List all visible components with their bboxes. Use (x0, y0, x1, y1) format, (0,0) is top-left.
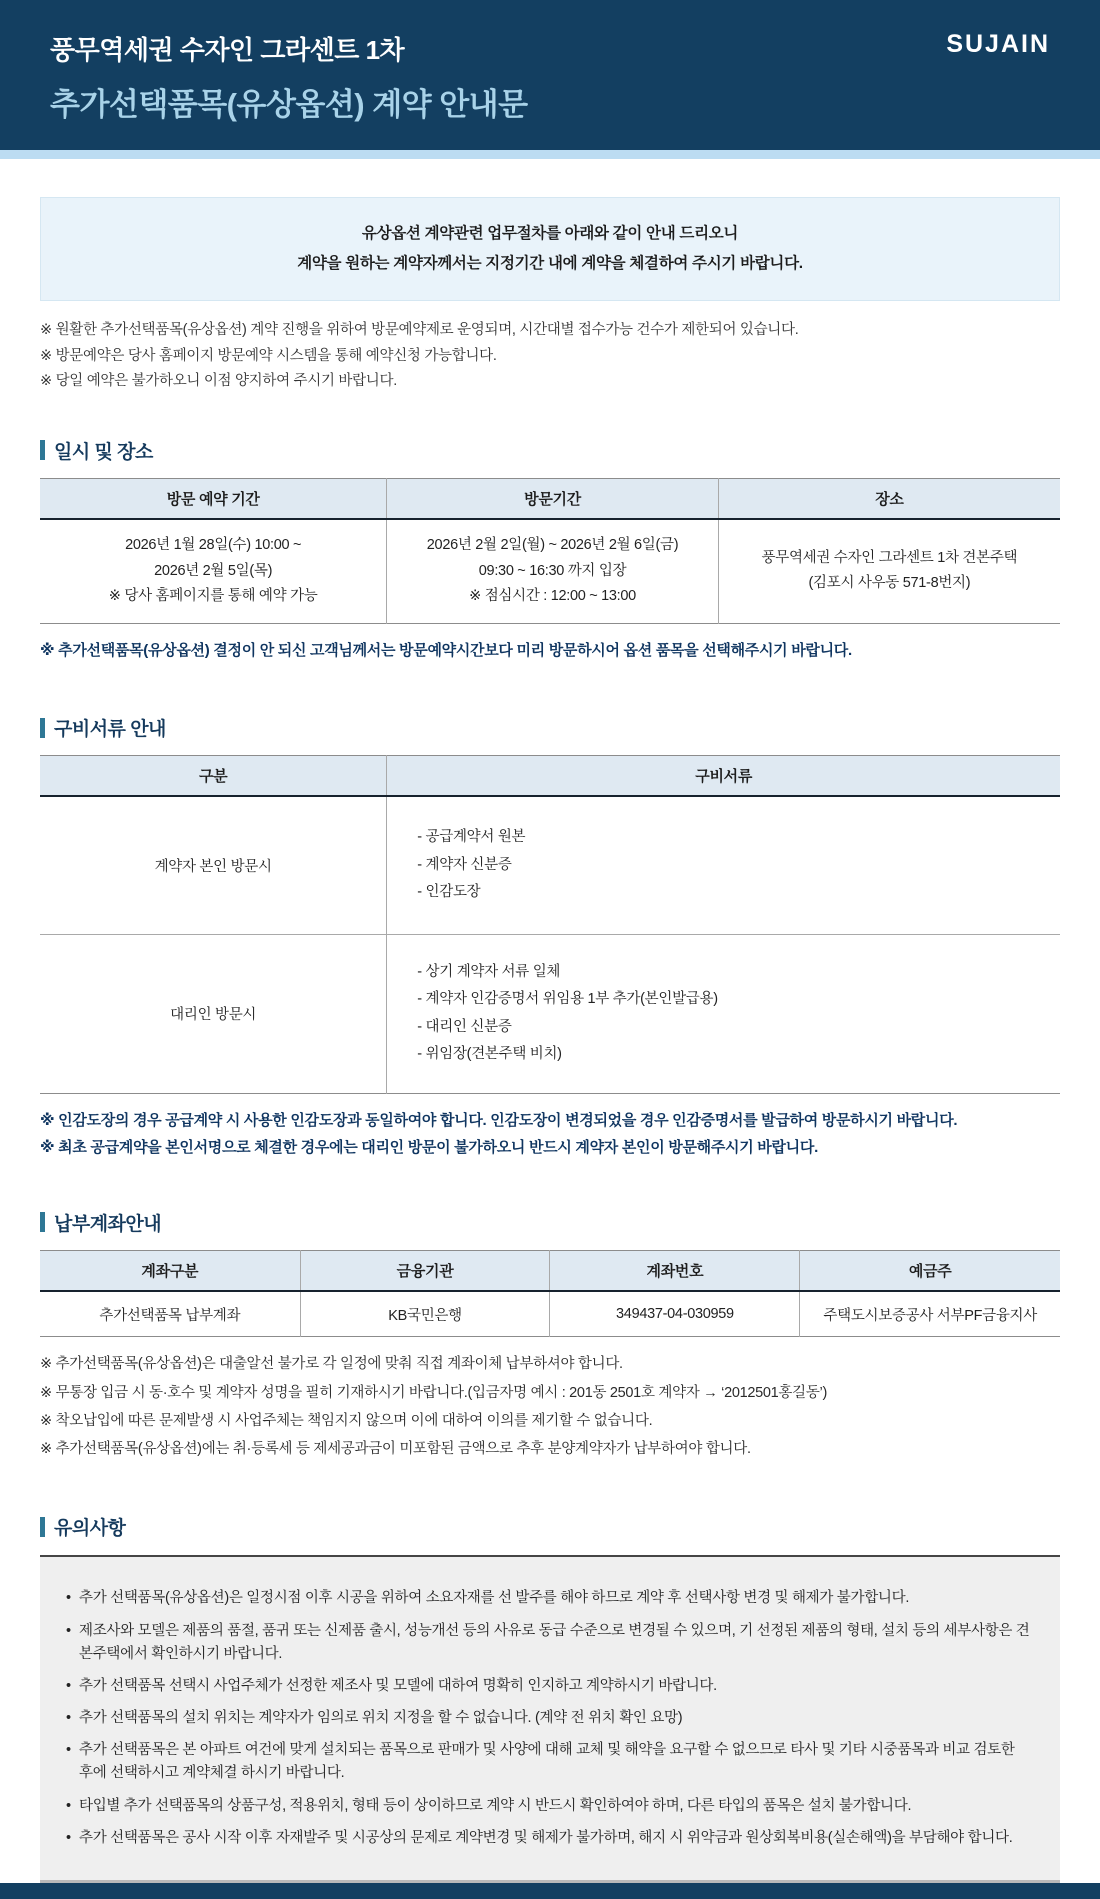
payment-note: ※ 추가선택품목(유상옵션)에는 취·등록세 등 제세공과금이 미포함된 금액으로 추후 분양계약자가 납부하여야 합니다. (40, 1441, 751, 1458)
section-title-text: 유의사항 (54, 1518, 126, 1540)
caution-item: • 추가 선택품목은 본 아파트 여건에 맞게 설치되는 품목으로 판매가 및 사양에 대해 교체 및 해약을 요구할 수 없으므로 타사 및 기타 시중품목과 비교 검토한 후에 선택하시고 계약체결 하시기 바랍니다. (66, 1739, 1032, 1785)
caution-item: • 추가 선택품목은 공사 시작 이후 자재발주 및 시공상의 문제로 계약변경 및 해제가 불가하며, 해지 시 위약금과 원상회복비용(실손해액)을 부담해야 합니다. (66, 1827, 1032, 1850)
payment-note: ※ 추가선택품목(유상옵션)은 대출알선 불가로 각 일정에 맞춰 직접 계좌이체 납부하셔야 합니다. (40, 1356, 623, 1373)
section-bar-icon (40, 1517, 45, 1537)
bank-cell: KB국민은행 (300, 1291, 550, 1337)
section-schedule (40, 437, 1060, 665)
table-row (40, 934, 1060, 1093)
section-cautions (40, 1513, 1060, 1883)
col-header: 계좌구분 (40, 1250, 300, 1291)
caution-item: • 추가 선택품목 선택시 사업주체가 선정한 제조사 및 모델에 대하여 명확히 인지하고 계약하시기 바랍니다. (66, 1675, 1032, 1698)
intro-note: ※ 당일 예약은 불가하오니 이점 양지하여 주시기 바랍니다. (40, 373, 397, 390)
required-docs-cell (387, 934, 1060, 1093)
section-title-cautions (40, 1513, 1060, 1540)
place-cell (718, 519, 1060, 624)
col-header: 장소 (718, 478, 1060, 519)
doc-item: - 상기 계약자 서류 일체 (417, 963, 561, 980)
documents-note: ※ 최초 공급계약을 본인서명으로 체결한 경우에는 대리인 방문이 불가하오니 반드시 계약자 본인이 방문해주시기 바랍니다. (40, 1138, 818, 1156)
section-title-text: 납부계좌안내 (54, 1213, 162, 1235)
doc-item: - 계약자 신분증 (417, 856, 512, 873)
cell-line: 2026년 2월 5일(목) (154, 562, 273, 579)
payment-notes (40, 1350, 1060, 1463)
visitor-type-cell: 대리인 방문시 (40, 934, 387, 1093)
col-header: 예금주 (800, 1250, 1060, 1291)
required-docs-cell (387, 796, 1060, 934)
documents-notes (40, 1107, 1060, 1161)
intro-note: ※ 원활한 추가선택품목(유상옵션) 계약 진행을 위하여 방문예약제로 운영되며, 시간대별 접수가능 건수가 제한되어 있습니다. (40, 322, 799, 339)
schedule-note: ※ 추가선택품목(유상옵션) 결정이 안 되신 고객님께서는 방문예약시간보다 미리 방문하시어 옵션 품목을 선택해주시기 바랍니다. (40, 642, 852, 660)
section-bar-icon (40, 718, 45, 738)
doc-item: - 대리인 신분증 (417, 1018, 512, 1035)
table-row (40, 519, 1060, 624)
section-bar-icon (40, 440, 45, 460)
header-accent-strip (0, 150, 1100, 159)
doc-item: - 계약자 인감증명서 위임용 1부 추가(본인발급용) (417, 991, 718, 1008)
account-type-cell: 추가선택품목 납부계좌 (99, 1307, 241, 1324)
col-header: 계좌번호 (550, 1250, 800, 1291)
cell-line: ※ 당사 홈페이지를 통해 예약 가능 (108, 588, 318, 604)
col-header: 구분 (40, 756, 387, 797)
footer-bar (0, 1883, 1100, 1899)
cautions-box (40, 1555, 1060, 1883)
cell-line: 2026년 2월 2일(월) ~ 2026년 2월 6일(금) (426, 537, 679, 554)
table-row (40, 1291, 1060, 1337)
visitor-type-cell: 계약자 본인 방문시 (154, 858, 272, 875)
cautions-list (66, 1587, 1032, 1850)
payment-table (40, 1250, 1060, 1338)
payment-note: ※ 착오납입에 따른 문제발생 시 사업주체는 책임지지 않으며 이에 대하여 이의를 제기할 수 없습니다. (40, 1412, 653, 1429)
cell-line: 09:30 ~ 16:30 까지 입장 (478, 562, 627, 579)
col-header: 금융기관 (300, 1250, 550, 1291)
account-holder-cell: 주택도시보증공사 서부PF금융지사 (800, 1291, 1060, 1337)
visit-period-cell (387, 519, 719, 624)
notice-line-2: 계약을 원하는 계약자께서는 지정기간 내에 계약을 체결하여 주시기 바랍니다. (297, 255, 803, 273)
col-header: 방문기간 (387, 478, 719, 519)
col-header: 구비서류 (387, 756, 1060, 797)
section-title-text: 구비서류 안내 (54, 719, 166, 741)
intro-notes (40, 318, 1060, 394)
cell-line: (김포시 사우동 571-8번지) (808, 575, 971, 592)
caution-item: • 제조사와 모델은 제품의 품절, 품귀 또는 신제품 출시, 성능개선 등의 사유로 동급 수준으로 변경될 수 있으며, 기 선정된 제품의 형태, 설치 등의 세부사항은 견본주택에서 확인하시기 바랍니다. (66, 1620, 1032, 1666)
section-payment (40, 1209, 1060, 1464)
table-row (40, 796, 1060, 934)
section-title-text: 일시 및 장소 (54, 441, 153, 463)
doc-item: - 인감도장 (417, 884, 481, 901)
documents-table (40, 755, 1060, 1094)
section-documents (40, 714, 1060, 1161)
section-title-schedule (40, 437, 1060, 464)
cell-line: ※ 점심시간 : 12:00 ~ 13:00 (469, 588, 636, 604)
caution-item: • 추가 선택품목의 설치 위치는 계약자가 임의로 위치 지정을 할 수 없습니다. (계약 전 위치 확인 요망) (66, 1707, 1032, 1730)
documents-note: ※ 인감도장의 경우 공급계약 시 사용한 인감도장과 동일하여야 합니다. 인감도장이 변경되었을 경우 인감증명서를 발급하여 방문하시기 바랍니다. (40, 1111, 958, 1129)
document-body (0, 159, 1100, 1883)
project-title: 풍무역세권 수자인 그라센트 1차 (50, 35, 405, 65)
notice-box (40, 197, 1060, 301)
reservation-period-cell (40, 519, 387, 624)
intro-note: ※ 방문예약은 당사 홈페이지 방문예약 시스템을 통해 예약신청 가능합니다. (40, 347, 497, 364)
doc-item: - 공급계약서 원본 (417, 828, 526, 845)
section-title-documents (40, 714, 1060, 741)
document-title: 추가선택품목(유상옵션) 계약 안내문 (50, 87, 528, 122)
schedule-table (40, 478, 1060, 625)
caution-item: • 추가 선택품목(유상옵션)은 일정시점 이후 시공을 위하여 소요자재를 선 발주를 해야 하므로 계약 후 선택사항 변경 및 해제가 불가합니다. (66, 1587, 1032, 1610)
sujain-logo: SUJAIN (946, 30, 1050, 58)
cell-line: 풍무역세권 수자인 그라센트 1차 견본주택 (761, 549, 1018, 566)
payment-note: ※ 무통장 입금 시 동·호수 및 계약자 성명을 필히 기재하시기 바랍니다.(입금자명 예시 : 201동 2501호 계약자 → ‘2012501홍길동’) (40, 1384, 828, 1401)
doc-item: - 위임장(견본주택 비치) (417, 1046, 562, 1063)
section-title-payment (40, 1209, 1060, 1236)
page-header (0, 0, 1100, 150)
notice-line-1: 유상옵션 계약관련 업무절차를 아래와 같이 안내 드리오니 (361, 225, 739, 242)
account-number-cell: 349437-04-030959 (550, 1291, 800, 1337)
col-header: 방문 예약 기간 (40, 478, 387, 519)
caution-item: • 타입별 추가 선택품목의 상품구성, 적용위치, 형태 등이 상이하므로 계약 시 반드시 확인하여야 하며, 다른 타입의 품목은 설치 불가합니다. (66, 1795, 1032, 1818)
section-bar-icon (40, 1212, 45, 1232)
cell-line: 2026년 1월 28일(수) 10:00 ~ (125, 537, 302, 554)
